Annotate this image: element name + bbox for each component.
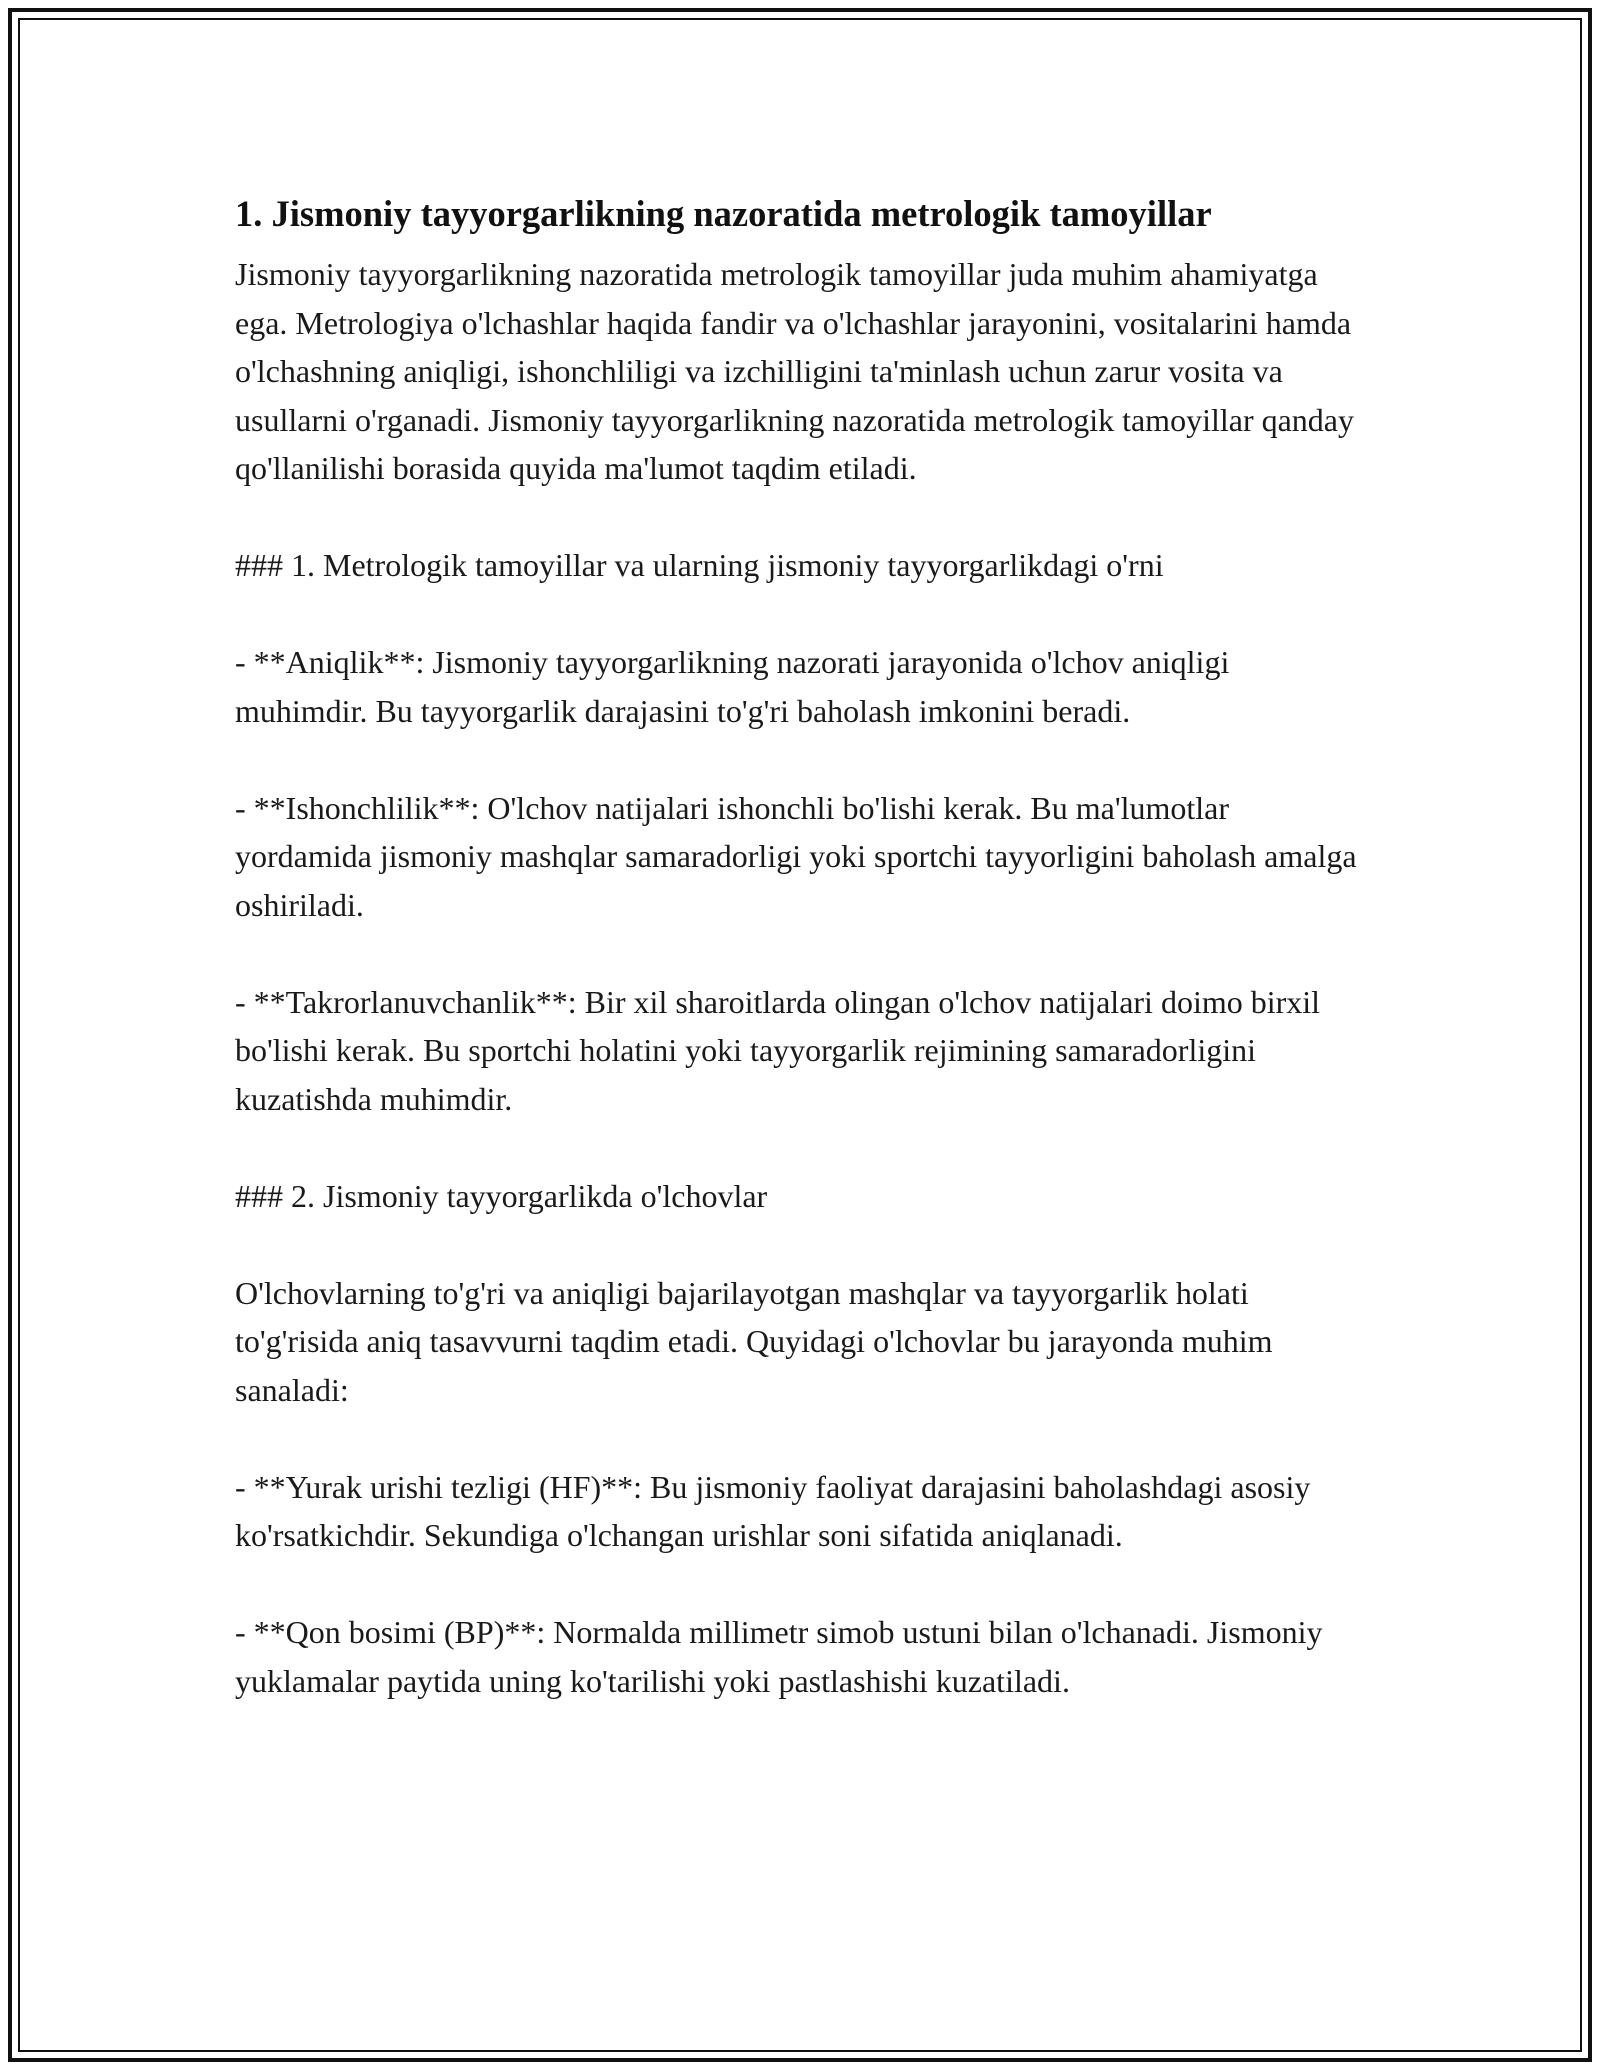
list-item-aniqlik: - **Aniqlik**: Jismoniy tayyorgarlikning nazorati jarayonida o'lchov aniqligi muhimdir. Bu tayyorgarlik darajasini to'g'ri baholash imkonini beradi. [235, 644, 1230, 729]
document-title: 1. Jismoniy tayyorgarlikning nazoratida metrologik tamoyillar [235, 193, 1212, 234]
measurements-paragraph: O'lchovlarning to'g'ri va aniqligi bajarilayotgan mashqlar va tayyorgarlik holati to'g'risida aniq tasavvurni taqdim etadi. Quyidagi o'lchovlar bu jarayonda muhim sanaladi: [235, 1274, 1273, 1408]
spacer [235, 240, 1365, 250]
spacer [235, 1414, 1365, 1463]
section-heading-1: ### 1. Metrologik tamoyillar va ularning jismoniy tayyorgarlikdagi o'rni [235, 547, 1164, 583]
list-item-ishonchlilik: - **Ishonchlilik**: O'lchov natijalari ishonchli bo'lishi kerak. Bu ma'lumotlar yordamida jismoniy mashqlar samaradorligi yoki sportchi tayyorligini baholash amalga oshiriladi. [235, 789, 1357, 923]
spacer [235, 929, 1365, 978]
list-item-takrorlanuvchanlik: - **Takrorlanuvchanlik**: Bir xil sharoitlarda olingan o'lchov natijalari doimo birxil bo'lishi kerak. Bu sportchi holatini yoki tayyorgarlik rejimining samaradorligini kuzatishda muhimdir. [235, 983, 1321, 1117]
spacer [235, 1560, 1365, 1609]
intro-paragraph: Jismoniy tayyorgarlikning nazoratida metrologik tamoyillar juda muhim ahamiyatga ega. Metrologiya o'lchashlar haqida fandir va o'lchashlar jarayonini, vositalarini hamda o'lchashning aniqligi, ishonchliligi va izchilligini ta'minlash uchun zarur vosita va usullarni o'rganadi. Jismoniy tayyorgarlikning nazoratida metrologik tamoyillar qanday qo'llanilishi borasida quyida ma'lumot taqdim etiladi. [235, 256, 1354, 486]
spacer [235, 590, 1365, 639]
spacer [235, 493, 1365, 542]
section-heading-2: ### 2. Jismoniy tayyorgarlikda o'lchovlar [235, 1177, 768, 1214]
spacer [235, 1220, 1365, 1269]
document-body [235, 188, 1365, 1705]
list-item-heart-rate: - **Yurak urishi tezligi (HF)**: Bu jismoniy faoliyat darajasini baholashdagi asosiy ko'rsatkichdir. Sekundiga o'lchangan urishlar soni sifatida aniqlanadi. [235, 1468, 1311, 1553]
spacer [235, 735, 1365, 784]
spacer [235, 1123, 1365, 1172]
list-item-blood-pressure: - **Qon bosimi (BP)**: Normalda millimetr simob ustuni bilan o'lchanadi. Jismoniy yuklamalar paytida uning ko'tarilishi yoki pastlashishi kuzatiladi. [235, 1614, 1323, 1699]
